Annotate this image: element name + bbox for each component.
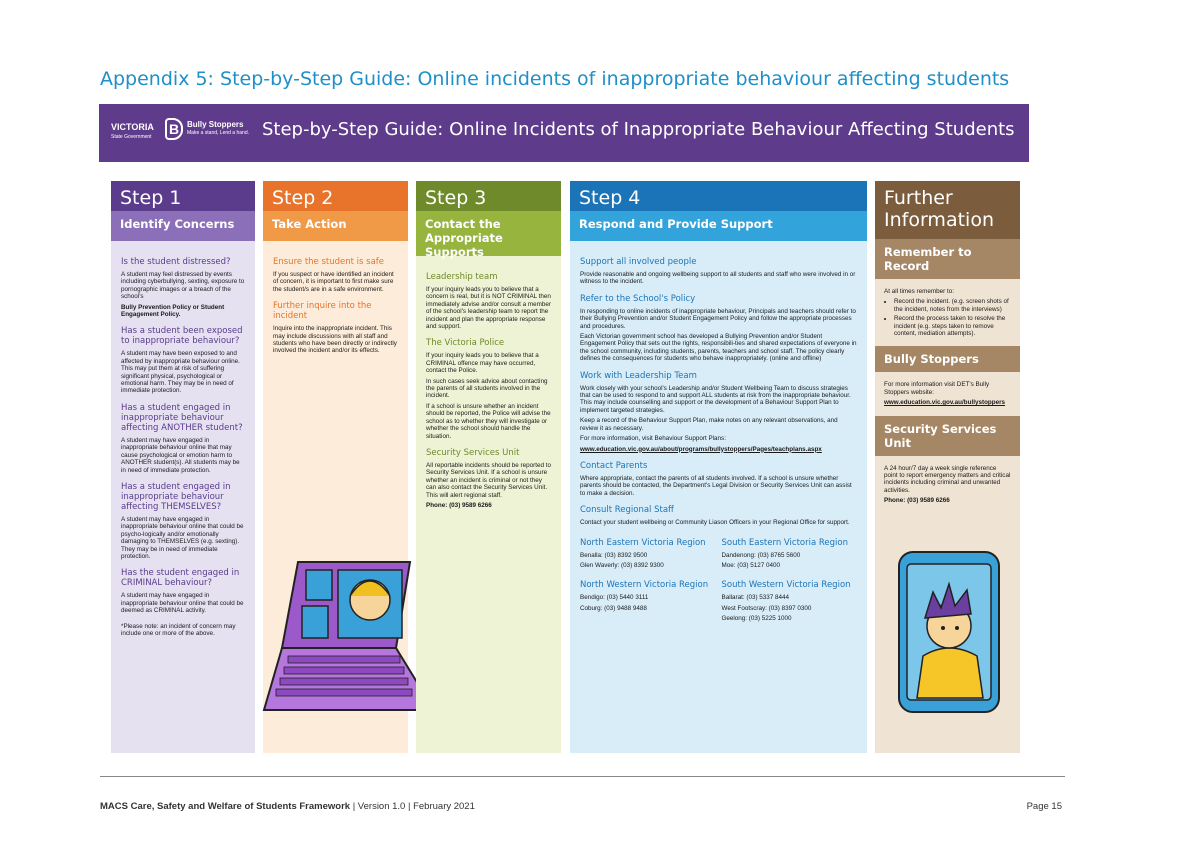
- step4-text-3: Work closely with your school's Leadership and/or Student Wellbeing Team to discuss strategies that can be used to respond to and support ALL students at risk from the inappropriate behaviour. This may include counselling and support or the development of a Behaviour Support Plan to implement targeted strategies.: [580, 384, 851, 414]
- region-line: West Footscray: (03) 8397 0300: [721, 604, 812, 612]
- security-services-text: A 24 hour/7 day a week single reference point to report emergency matters and critical incidents including criminal and unwanted activities.: [884, 464, 1011, 494]
- step4-text-4: Where appropriate, contact the parents of all students involved. If a school is unsure whether parents should be contacted, the Department's Legal Division or Security Services Unit can assist to make a decision.: [580, 474, 852, 497]
- region-line: Benalla: (03) 8392 9500: [580, 551, 648, 559]
- region-line: Glen Waverly: (03) 8392 9300: [580, 561, 664, 569]
- step4-text-3c: For more information, visit Behaviour Support Plans:: [580, 435, 726, 443]
- step3-question-1: Leadership team: [426, 272, 498, 282]
- bully-stoppers-link[interactable]: www.education.vic.gov.au/bullystoppers: [884, 399, 1006, 407]
- bully-stoppers-tagline: Make a stand, Lend a hand.: [187, 130, 249, 136]
- step1-question-1: Is the student distressed?: [121, 257, 231, 267]
- region-line: Bendigo: (03) 5440 3111: [580, 594, 649, 602]
- region-line: Dandenong: (03) 8765 5600: [721, 551, 801, 559]
- victoria-logo-sub: State Government: [111, 134, 152, 140]
- bully-stoppers-text: For more information visit DET's Bully Stoppers website:: [884, 381, 990, 396]
- step3-phone: Phone: (03) 9589 6266: [426, 501, 492, 509]
- step3-question-2: The Victoria Police: [426, 338, 505, 349]
- step3-text-1: If your inquiry leads you to believe that a concern is real, but it is NOT CRIMINAL then immediately advise and/or consult a member of the school's leadership team to report the incident and plan the appropriate response and support.: [426, 286, 551, 331]
- step4-question-1: Support all involved people: [580, 257, 697, 267]
- step4-text-2: In responding to online incidents of inappropriate behaviour, Principals and teachers should refer to their Bullying Prevention and/or Student Engagement Policy and follow the appropriate processes and procedures.: [580, 307, 856, 330]
- step4-question-3: Work with Leadership Team: [580, 370, 697, 381]
- region-line: Geelong: (03) 5225 1000: [721, 615, 792, 623]
- bully-stoppers-b-icon: B: [165, 118, 183, 140]
- step4-text-3b: Keep a record of the Behaviour Support Plan, make notes on any relevant observations, and review it as necessary.: [580, 417, 838, 432]
- step1-text-1: A student may feel distressed by events including cyberbullying, sexting, exposure to pornographic images or a breach of the school's: [121, 271, 245, 301]
- remember-text: At all times remember to:: [884, 288, 954, 295]
- remember-item: • Record the incident. (e.g. screen shots of the incident, notes from the interviews): [894, 298, 1011, 313]
- step3-question-3: Security Services Unit: [426, 447, 520, 458]
- step3-subheading: Contact the Appropriate Supports: [416, 211, 561, 256]
- region-name: North Eastern Victoria Region: [580, 537, 706, 548]
- step4-text-1: Provide reasonable and ongoing wellbeing support to all students and staff who were involved in or witness to the incident.: [580, 271, 856, 286]
- step1-text-2: A student may have been exposed to and affected by inappropriate behaviour online. This may put them at risk of suffering significant physical, psychological or emotional harm. They may be in need of immediate protection.: [121, 350, 240, 395]
- footer: [100, 801, 475, 812]
- page-number: Page 15: [1026, 801, 1062, 812]
- bully-stoppers-logo: [165, 118, 249, 140]
- step2-subheading: Take Action: [263, 211, 408, 241]
- banner-title: Step-by-Step Guide: Online Incidents of Inappropriate Behaviour Affecting Students: [262, 119, 1015, 140]
- step2-text-1: If you suspect or have identified an incident of concern, it is important to first make sure the student/s are in a safe environment.: [273, 271, 394, 293]
- banner: [99, 104, 1029, 162]
- footer-divider: [100, 776, 1065, 777]
- step2-question-2: Further inquire into the incident: [273, 301, 372, 322]
- step1-question-5: Has the student engaged in CRIMINAL behaviour?: [121, 568, 240, 589]
- region-name: South Western Victoria Region: [721, 580, 851, 591]
- region-name: North Western Victoria Region: [580, 580, 709, 591]
- step1-heading: Step 1: [111, 181, 255, 211]
- security-services-heading: Security Services Unit: [875, 416, 1020, 456]
- step4-text-5: Contact your student wellbeing or Community Liason Officers in your Regional Office for support.: [580, 519, 850, 527]
- step1-question-2: Has a student been exposed to inappropriate behaviour?: [121, 326, 243, 347]
- bully-stoppers-logo-text: Bully Stoppers: [187, 120, 244, 129]
- step4-question-5: Consult Regional Staff: [580, 505, 674, 516]
- step3-text-2: If your inquiry leads you to believe that a CRIMINAL offence may have occurred, contact the Police.: [426, 352, 539, 375]
- step3-text-2c: If a school is unsure whether an incident should be reported, the Police will advise the school as to whether they will investigate or whether the school should handle the situation.: [426, 402, 551, 440]
- region-line: Coburg: (03) 9488 9488: [580, 604, 647, 612]
- victoria-logo: [111, 122, 154, 142]
- security-services-phone: Phone: (03) 9589 6266: [884, 497, 950, 505]
- step2-text-2: Inquire into the inappropriate incident. This may include discussions with all staff and students who have been directly or indirectly involved the incident and/or its effects.: [273, 325, 397, 355]
- step3-text-3: All reportable incidents should be reported to Security Services Unit. If a school is unsure whether an incident is criminal or not they can also contact the Security Services Unit. This will alert regional staff.: [426, 461, 551, 499]
- step3-text-2b: In such cases seek advice about contacting the parents of all students involved in the incident.: [426, 377, 548, 400]
- step2-heading: Step 2: [263, 181, 408, 211]
- behaviour-support-plans-link[interactable]: www.education.vic.gov.au/about/programs/bullystoppers/Pages/teachplans.aspx: [580, 445, 822, 453]
- region-line: Moe: (03) 5127 0400: [721, 561, 780, 569]
- step3-heading: Step 3: [416, 181, 561, 211]
- region-block: [580, 572, 716, 625]
- region-name: South Eastern Victoria Region: [721, 537, 848, 548]
- step1-subheading: Identify Concerns: [111, 211, 255, 241]
- region-block: [722, 530, 858, 573]
- step1-text-4: A student may have engaged in inappropriate behaviour online that could be psycho-logically and/or emotionally damaging to THEMSELVES (e.g. sexting). They may be in need of immediate protection.: [121, 515, 244, 560]
- step2-question-1: Ensure the student is safe: [273, 257, 385, 267]
- step1-text-1b: Bully Prevention Policy or Student Engagement Policy.: [121, 303, 225, 319]
- remember-item: • Record the process taken to resolve the incident (e.g. steps taken to remove content, mediation attempts).: [894, 315, 1011, 337]
- region-block: [580, 530, 716, 573]
- appendix-title: Appendix 5: Step-by-Step Guide: Online incidents of inappropriate behaviour affecting students: [100, 68, 1010, 90]
- regional-offices: [580, 530, 857, 626]
- footer-framework-name: MACS Care, Safety and Welfare of Students Framework: [100, 801, 351, 812]
- step1-text-5: A student may have engaged in inappropriate behaviour online that could be deemed as CRIMINAL activity.: [121, 592, 244, 615]
- step1-question-4: Has a student engaged in inappropriate behaviour affecting THEMSELVES?: [121, 481, 231, 512]
- victoria-logo-text: VICTORIA: [111, 122, 154, 132]
- further-information-heading: Further Information: [875, 181, 1020, 239]
- region-line: Ballarat: (03) 5337 8444: [721, 594, 790, 602]
- step4-question-4: Contact Parents: [580, 460, 648, 471]
- remember-to-record-heading: Remember to Record: [875, 239, 1020, 279]
- phone-illustration: [893, 548, 1005, 718]
- step3-column: [416, 181, 561, 753]
- step1-column: [111, 181, 255, 753]
- step4-question-2: Refer to the School's Policy: [580, 293, 696, 304]
- step1-note: *Please note: an incident of concern may include one or more of the above.: [121, 622, 236, 637]
- step1-question-3: Has a student engaged in inappropriate behaviour affecting ANOTHER student?: [121, 402, 243, 433]
- bully-stoppers-heading: Bully Stoppers: [875, 346, 1020, 372]
- footer-version: | Version 1.0 | February 2021: [350, 801, 475, 812]
- step4-text-2b: Each Victorian government school has developed a Bullying Prevention and/or Student Engagement Policy that sets out the rights, responsibili-ties and shared expectations of everyone in the school community, including students, parents, teachers and school staff. The policy clearly defines the consequences for students who behave inappropriately. (online and offline): [580, 333, 857, 363]
- step4-heading: Step 4: [570, 181, 867, 211]
- region-block: [722, 572, 858, 625]
- step1-text-3: A student may have engaged in inappropriate behaviour online that may cause psychological or emotion harm to ANOTHER student(s). All students may be in need of immediate protection.: [121, 436, 240, 474]
- step4-column: [570, 181, 867, 753]
- step4-subheading: Respond and Provide Support: [570, 211, 867, 241]
